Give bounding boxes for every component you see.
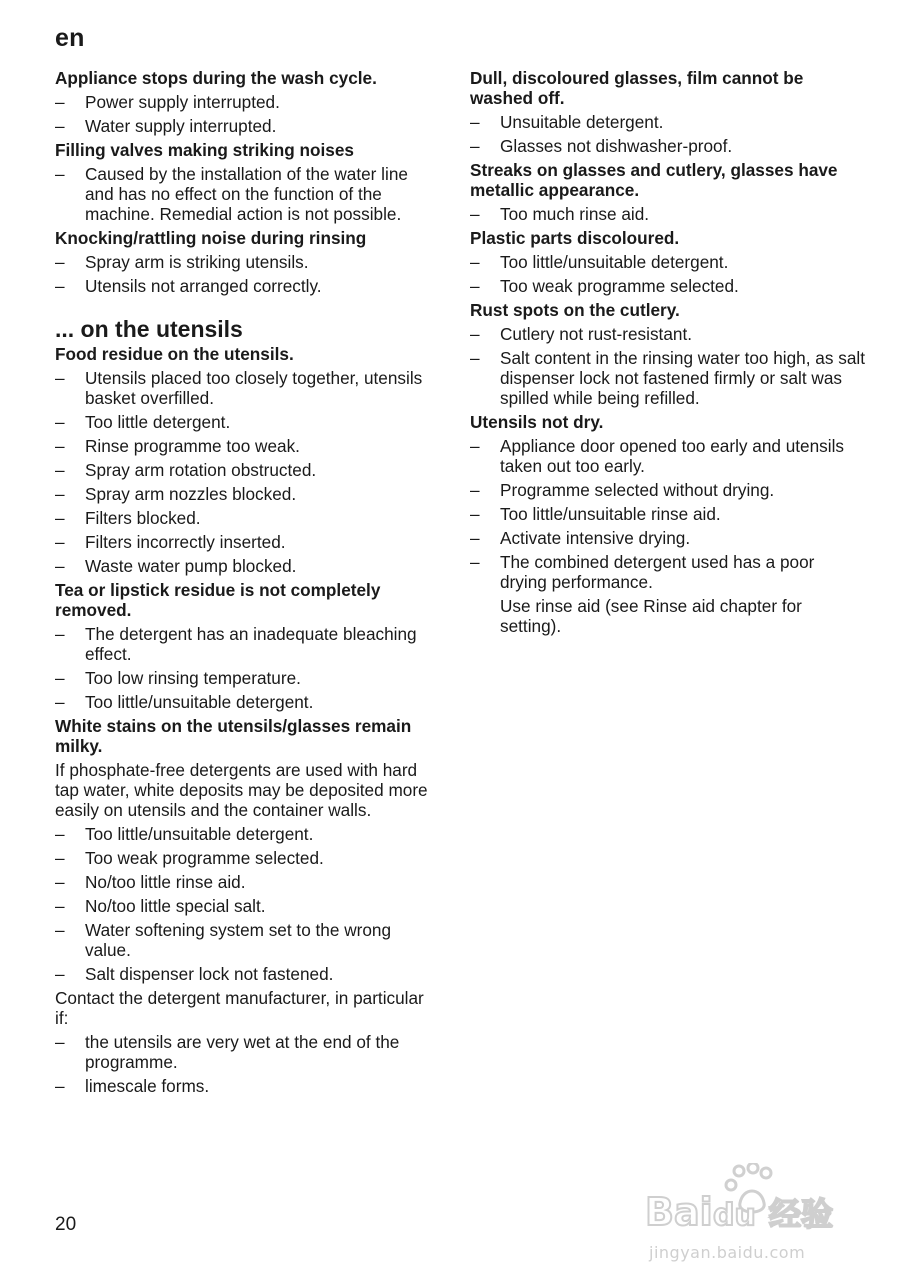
svg-text:du: du: [713, 1198, 756, 1233]
white-stains-intro: If phosphate-free detergents are used with hard tap water, white deposits may be deposited more easily on utensils and the container walls.: [55, 760, 428, 820]
list-knocking-noise: [55, 252, 435, 296]
list-filling-valves: [55, 164, 435, 224]
heading-knocking-noise: Knocking/rattling noise during rinsing: [55, 228, 367, 248]
list-item: – Too low rinsing temperature.: [55, 668, 435, 688]
heading-utensils-not-dry: Utensils not dry.: [470, 412, 604, 432]
list-item: – Salt dispenser lock not fastened.: [55, 964, 435, 984]
list-item: – Water supply interrupted.: [55, 116, 435, 136]
list-item: – the utensils are very wet at the end of the programme.: [55, 1032, 435, 1072]
heading-tea-lipstick: Tea or lipstick residue is not completely removed.: [55, 580, 381, 620]
list-item: – No/too little special salt.: [55, 896, 435, 916]
list-item: – Too weak programme selected.: [470, 276, 865, 296]
list-item: – Glasses not dishwasher-proof.: [470, 136, 865, 156]
list-item: – No/too little rinse aid.: [55, 872, 435, 892]
list-item: – Salt content in the rinsing water too high, as salt dispenser lock not fastened firmly or salt was spilled while being refilled.: [470, 348, 865, 408]
list-streaks: [470, 204, 865, 224]
watermark: [643, 1145, 858, 1270]
svg-text:经验: 经验: [769, 1195, 834, 1233]
list-appliance-stops: [55, 92, 435, 136]
svg-text:Bai: Bai: [645, 1190, 713, 1234]
list-contact-conditions: [55, 1032, 435, 1096]
list-utensils-not-dry: [470, 436, 865, 592]
list-item: – Unsuitable detergent.: [470, 112, 865, 132]
list-item: – Rinse programme too weak.: [55, 436, 435, 456]
heading-food-residue: Food residue on the utensils.: [55, 344, 294, 364]
list-item: – Too little/unsuitable detergent.: [55, 692, 435, 712]
list-plastic-parts: [470, 252, 865, 296]
list-white-stains: [55, 824, 435, 984]
section-title-utensils: ... on the utensils: [55, 316, 243, 342]
list-item: – Utensils placed too closely together, utensils basket overfilled.: [55, 368, 435, 408]
list-item: – Filters incorrectly inserted.: [55, 532, 435, 552]
list-item: – Too little/unsuitable rinse aid.: [470, 504, 865, 524]
list-item: – Cutlery not rust-resistant.: [470, 324, 865, 344]
list-item: – Utensils not arranged correctly.: [55, 276, 435, 296]
list-food-residue: [55, 368, 435, 576]
heading-dull-glasses: Dull, discoloured glasses, film cannot be washed off.: [470, 68, 804, 108]
list-item: – Programme selected without drying.: [470, 480, 865, 500]
list-item: – Too little/unsuitable detergent.: [55, 824, 435, 844]
heading-rust-spots: Rust spots on the cutlery.: [470, 300, 680, 320]
list-item: – Too little detergent.: [55, 412, 435, 432]
list-item: – limescale forms.: [55, 1076, 435, 1096]
list-item: – Water softening system set to the wrong value.: [55, 920, 435, 960]
language-code: en: [55, 24, 85, 52]
watermark-url: jingyan.baidu.com: [649, 1243, 806, 1262]
baidu-logo: [643, 1163, 853, 1243]
list-tea-lipstick: [55, 624, 435, 712]
heading-plastic-parts: Plastic parts discoloured.: [470, 228, 680, 248]
list-item: – Too weak programme selected.: [55, 848, 435, 868]
list-item: – The detergent has an inadequate bleaching effect.: [55, 624, 435, 664]
list-item: – Activate intensive drying.: [470, 528, 865, 548]
heading-white-stains: White stains on the utensils/glasses remain milky.: [55, 716, 412, 756]
list-item: – The combined detergent used has a poor drying performance.: [470, 552, 865, 592]
list-item: – Filters blocked.: [55, 508, 435, 528]
list-rust-spots: [470, 324, 865, 408]
page-number: 20: [55, 1214, 77, 1235]
list-item: – Spray arm rotation obstructed.: [55, 460, 435, 480]
list-item: – Spray arm is striking utensils.: [55, 252, 435, 272]
heading-filling-valves: Filling valves making striking noises: [55, 140, 354, 160]
list-item: – Too little/unsuitable detergent.: [470, 252, 865, 272]
list-item: – Caused by the installation of the water line and has no effect on the function of the machine. Remedial action is not possible.: [55, 164, 435, 224]
list-item: – Power supply interrupted.: [55, 92, 435, 112]
list-item: – Spray arm nozzles blocked.: [55, 484, 435, 504]
list-item: – Appliance door opened too early and utensils taken out too early.: [470, 436, 865, 476]
heading-appliance-stops: Appliance stops during the wash cycle.: [55, 68, 377, 88]
heading-streaks: Streaks on glasses and cutlery, glasses have metallic appearance.: [470, 160, 838, 200]
contact-manufacturer-text: Contact the detergent manufacturer, in particular if:: [55, 988, 424, 1028]
list-item: – Waste water pump blocked.: [55, 556, 435, 576]
rinse-aid-note: Use rinse aid (see Rinse aid chapter for setting).: [500, 596, 802, 636]
right-column: [470, 68, 865, 640]
left-column: [55, 68, 435, 1100]
list-dull-glasses: [470, 112, 865, 156]
list-item: – Too much rinse aid.: [470, 204, 865, 224]
